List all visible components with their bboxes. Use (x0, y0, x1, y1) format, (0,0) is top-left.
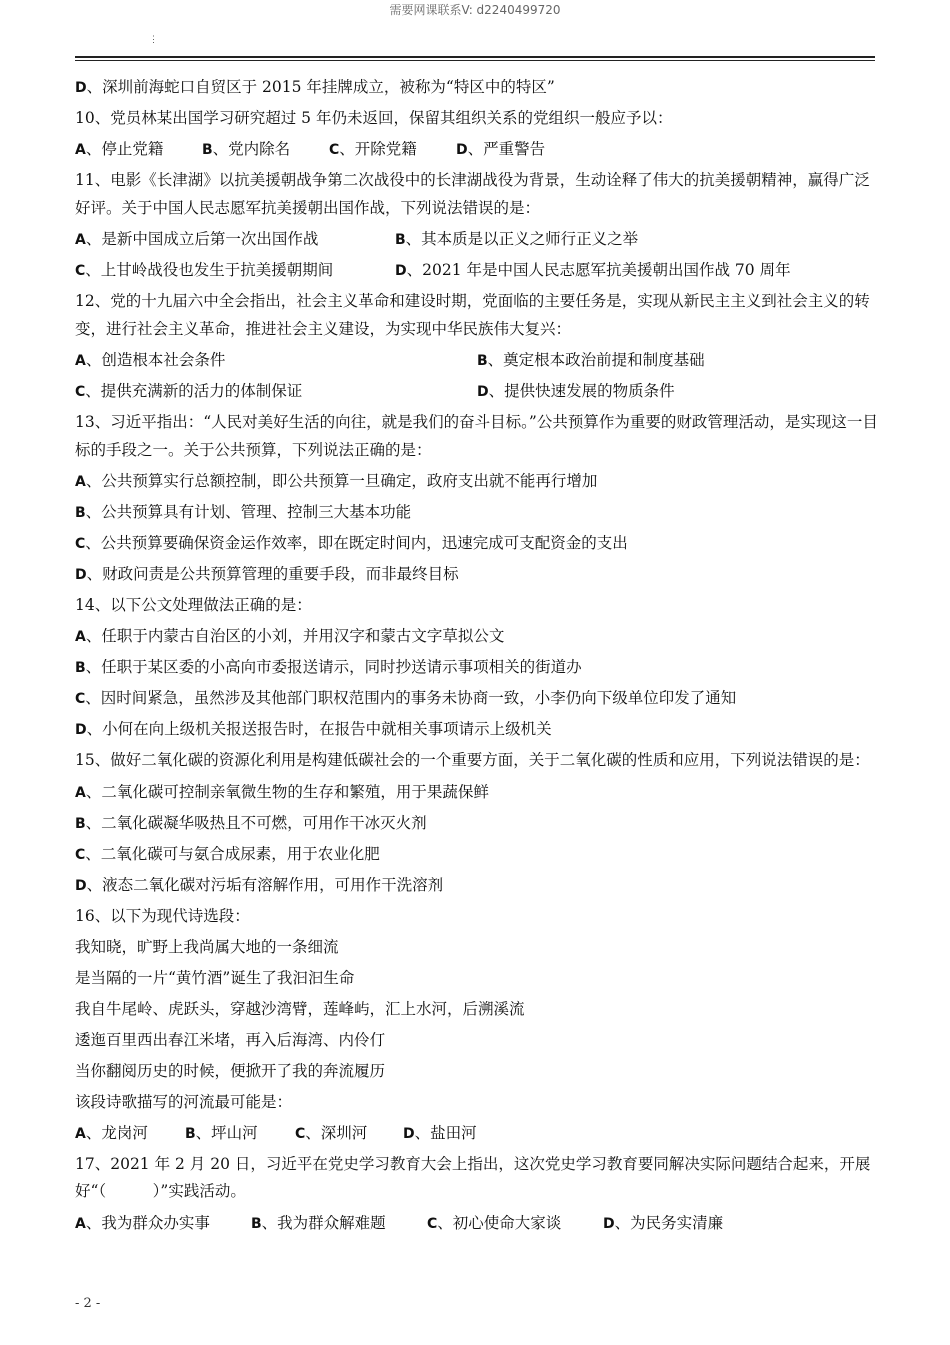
option-b: B、党内除名 (202, 140, 291, 158)
poem-line: 是当隔的一片“黄竹酒”诞生了我汩汩生命 (75, 968, 355, 987)
option-b: B、奠定根本政治前提和制度基础 (477, 351, 705, 369)
option-c: C、深圳河 (295, 1123, 368, 1142)
option-d: D、提供快速发展的物质条件 (477, 382, 675, 400)
option-d: D、财政问责是公共预算管理的重要手段，而非最终目标 (75, 565, 459, 583)
question-14: 14、以下公文处理做法正确的是： (75, 596, 312, 614)
option-d: D、盐田河 (403, 1123, 477, 1142)
option-b: B、坪山河 (185, 1123, 258, 1142)
option-b: B、其本质是以正义之师行正义之举 (395, 230, 639, 248)
option-d: D、为民务实清廉 (603, 1213, 724, 1232)
option-a: A、龙岗河 (75, 1123, 148, 1142)
poem-line: 我自牛尾岭、虎跃头，穿越沙湾臂，莲峰屿，汇上水河，后溯溪流 (75, 999, 525, 1018)
option-c: C、提供充满新的活力的体制保证 (75, 382, 303, 400)
question-11: 11、电影《长津湖》以抗美援朝战争第二次战役中的长津湖战役为背景，生动诠释了伟大的抗美援朝精神，赢得广泛好评。关于中国人民志愿军抗美援朝出国作战，下列说法错误的是： (75, 171, 870, 217)
option-a: A、停止党籍 (75, 140, 164, 158)
question-16-prompt: 该段诗歌描写的河流最可能是： (75, 1092, 293, 1111)
option-c: C、上甘岭战役也发生于抗美援朝期间 (75, 261, 334, 279)
q17-options (75, 1208, 880, 1239)
option-a: A、我为群众办实事 (75, 1213, 210, 1232)
header-rule-thick (75, 56, 875, 58)
option-c: C、开除党籍 (329, 140, 417, 158)
option-a: A、公共预算实行总额控制，即公共预算一旦确定，政府支出就不能再行增加 (75, 472, 598, 490)
q11-options-row1 (75, 224, 880, 255)
q12-options-row2 (75, 376, 880, 407)
option-line: D、深圳前海蛇口自贸区于 2015 年挂牌成立，被称为“特区中的特区” (75, 78, 555, 96)
header-contact-note: 需要网课联系V: d2240499720 (389, 3, 561, 17)
page-number: - 2 - (75, 1296, 101, 1311)
question-12: 12、党的十九届六中全会指出，社会主义革命和建设时期，党面临的主要任务是，实现从新民主主义到社会主义的转变，进行社会主义革命，推进社会主义建设，为实现中华民族伟大复兴： (75, 292, 870, 338)
option-d: D、2021 年是中国人民志愿军抗美援朝出国作战 70 周年 (395, 261, 791, 279)
document-body (75, 72, 880, 1239)
option-c: C、公共预算要确保资金运作效率，即在既定时间内，迅速完成可支配资金的支出 (75, 534, 628, 552)
option-c: C、初心使命大家谈 (427, 1213, 562, 1232)
poem-line: 我知晓，旷野上我尚属大地的一条细流 (75, 937, 339, 956)
q10-options (75, 134, 880, 165)
option-b: B、我为群众解难题 (251, 1213, 386, 1232)
option-a: A、是新中国成立后第一次出国作战 (75, 230, 319, 248)
option-c: C、因时间紧急，虽然涉及其他部门职权范围内的事务未协商一致，小李仍向下级单位印发了通知 (75, 689, 737, 707)
question-15: 15、做好二氧化碳的资源化利用是构建低碳社会的一个重要方面，关于二氧化碳的性质和应用，下列说法错误的是： (75, 751, 870, 769)
option-a: A、创造根本社会条件 (75, 351, 226, 369)
q16-options (75, 1118, 880, 1149)
question-17: 17、2021 年 2 月 20 日，习近平在党史学习教育大会上指出，这次党史学习教育要同解决实际问题结合起来，开展好“（ ）”实践活动。 (75, 1154, 871, 1200)
q12-options-row1 (75, 345, 880, 376)
option-d: D、液态二氧化碳对污垢有溶解作用，可用作干洗溶剂 (75, 875, 444, 894)
header-mark: ⋮ (149, 35, 158, 45)
option-d: D、严重警告 (456, 140, 546, 158)
option-c: C、二氧化碳可与氨合成尿素，用于农业化肥 (75, 844, 380, 863)
poem-line: 逶迤百里西出春江米堵，再入后海湾、内伶仃 (75, 1030, 386, 1049)
option-a: A、二氧化碳可控制亲氧微生物的生存和繁殖，用于果蔬保鲜 (75, 782, 489, 801)
question-13: 13、习近平指出：“人民对美好生活的向往，就是我们的奋斗目标。”公共预算作为重要的财政管理活动，是实现这一目标的手段之一。关于公共预算，下列说法正确的是： (75, 413, 878, 459)
q11-options-row2 (75, 255, 880, 286)
option-a: A、任职于内蒙古自治区的小刘，并用汉字和蒙古文字草拟公文 (75, 627, 505, 645)
question-10: 10、党员林某出国学习研究超过 5 年仍未返回，保留其组织关系的党组织一般应予以： (75, 109, 673, 127)
option-d: D、小何在向上级机关报送报告时，在报告中就相关事项请示上级机关 (75, 720, 552, 738)
option-b: B、任职于某区委的小高向市委报送请示，同时抄送请示事项相关的街道办 (75, 658, 582, 676)
option-b: B、公共预算具有计划、管理、控制三大基本功能 (75, 503, 412, 521)
option-b: B、二氧化碳凝华吸热且不可燃，可用作干冰灭火剂 (75, 813, 427, 832)
question-16: 16、以下为现代诗选段： (75, 906, 250, 925)
header-rule-thin (75, 60, 875, 61)
poem-line: 当你翻阅历史的时候，便掀开了我的奔流履历 (75, 1061, 386, 1080)
